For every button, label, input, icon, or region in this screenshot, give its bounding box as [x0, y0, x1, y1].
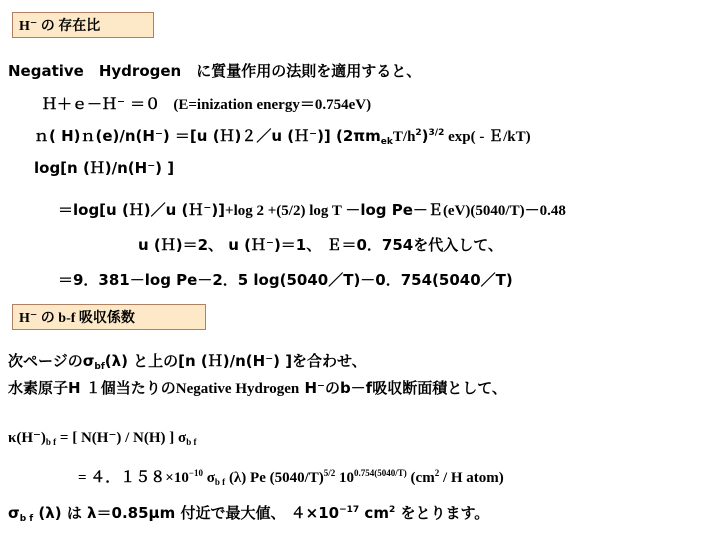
text-line-12: $\sigma_{b f}$ (λ) は λ＝0.85μm 付近で最大値、 $4\times 10^{-17}$ $cm^2$ をとります。 [8, 504, 490, 524]
text-line-6: u (Ｈ)＝2、 u (Ｈ⁻)＝1、 Ｅ＝0．754を代入して、 [138, 236, 503, 254]
section-heading-bf-absorption: H⁻ の b-f 吸収係数 [12, 304, 206, 330]
text-line-1: Negative Hydrogen に質量作用の法則を適用すると、 [8, 62, 422, 80]
text-line-2: Ｈ＋ｅ－Ｈ⁻ ＝０ (E=inization energy＝0.754eV) [42, 95, 372, 113]
text-line-4: log[n (Ｈ)/n(H⁻) ] [34, 159, 175, 177]
text-line-9: 水素原子H １個当たりのNegative Hydrogen H⁻のb－f吸収断面積として、 [8, 379, 507, 397]
text-line-3: ｎ( H)ｎ(e)/n(H⁻) ＝[u (Ｈ)２／u (Ｈ⁻)] $(2\pi m_{ek}T/h^2)^{3/2}$ exp( - Ｅ/kT) [34, 127, 531, 147]
section-heading-abundance: H⁻ の 存在比 [12, 12, 154, 38]
text-line-7: ＝9．381－log Pe－2．5 log(5040／T)－0．754(5040／T) [58, 271, 513, 289]
text-line-5: ＝log[u (Ｈ)／u (Ｈ⁻)]+log 2 +(5/2) log T －log Pe－Ｅ(eV)(5040/T)－0.48 [58, 201, 566, 219]
text-line-11: = ４．$158\times 10^{-10}$ $\sigma_{b f}$ (λ) Pe $(5040/T)^{5/2}$ $10^{0.754(5040/T)}$ ($cm^2$ / H atom) [78, 468, 504, 487]
text-line-10: $\kappa(H^-)_{b f}$ = [ N(H⁻) / N(H) ] $\sigma_{b f}$ [8, 430, 197, 447]
text-line-8: 次ページの$\sigma_{bf}(\lambda)$ と上の[n (Ｈ)/n(H⁻) ]を合わせ、 [8, 352, 367, 372]
